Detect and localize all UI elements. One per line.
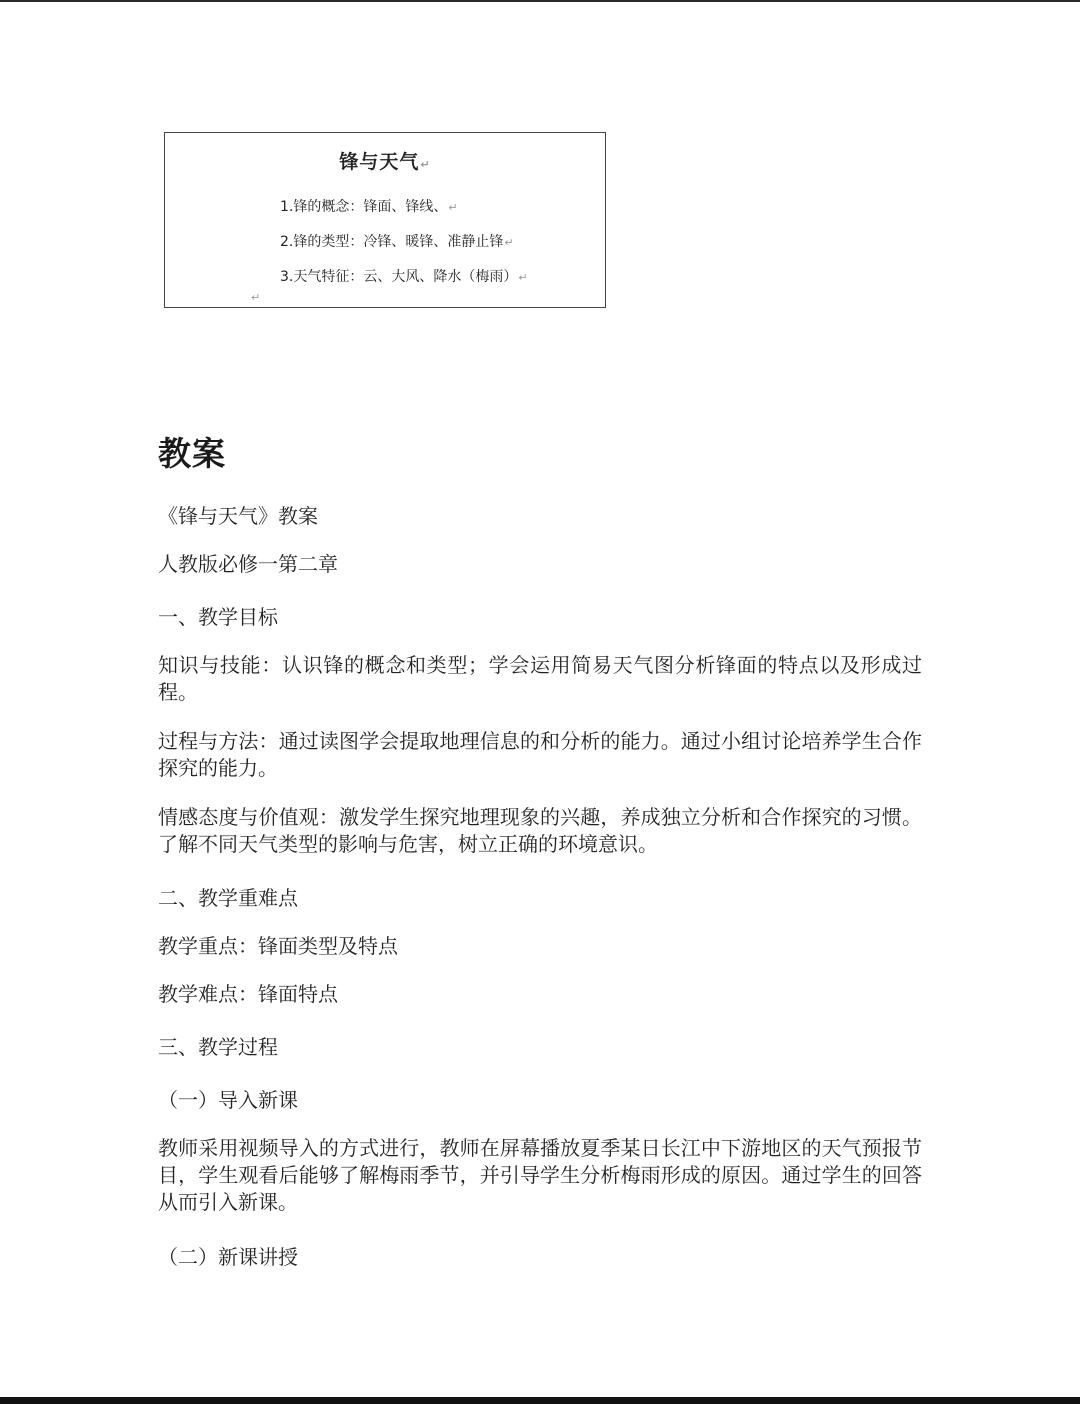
summary-item: 2.锋的类型：冷锋、暖锋、准静止锋↵: [280, 234, 514, 250]
paragraph-mark-icon: ↵: [420, 158, 431, 171]
bottom-border: [0, 1397, 1080, 1404]
textbook-label: 人教版必修一第二章: [158, 552, 338, 576]
intro-paragraph: 教师采用视频导入的方式进行，教师在屏幕播放夏季某日长江中下游地区的天气预报节目，学生观看后能够了解梅雨季节，并引导学生分析梅雨形成的原因。通过学生的回答从而引入新课。: [158, 1136, 922, 1214]
summary-item: 1.锋的概念：锋面、锋线、↵: [280, 199, 458, 215]
paragraph-mark-icon: ↵: [448, 201, 458, 214]
summary-item: 3.天气特征：云、大风、降水（梅雨）↵: [280, 269, 528, 285]
summary-list: [280, 190, 528, 295]
difficult-point: 教学难点：锋面特点: [158, 982, 338, 1006]
section-heading: 二、教学重难点: [158, 886, 298, 910]
paragraph-mark-icon: ↵: [504, 236, 514, 249]
summary-title: 锋与天气↵: [339, 151, 431, 173]
paragraph-mark-icon: ↵: [518, 271, 528, 284]
objective-knowledge: 知识与技能：认识锋的概念和类型；学会运用简易天气图分析锋面的特点以及形成过程。: [158, 653, 922, 704]
subsection-heading: （一）导入新课: [158, 1088, 298, 1112]
lesson-title: 《锋与天气》教案: [158, 504, 318, 528]
page-title: 教案: [158, 434, 226, 473]
section-heading: 三、教学过程: [158, 1035, 278, 1059]
top-border: [0, 0, 1080, 2]
objective-attitude: 情感态度与价值观：激发学生探究地理现象的兴趣，养成独立分析和合作探究的习惯。了解不同天气类型的影响与危害，树立正确的环境意识。: [158, 805, 922, 856]
paragraph-mark-icon: ↵: [251, 291, 261, 304]
objective-process: 过程与方法：通过读图学会提取地理信息的和分析的能力。通过小组讨论培养学生合作探究的能力。: [158, 729, 922, 780]
section-heading: 一、教学目标: [158, 605, 278, 629]
summary-box: [164, 132, 606, 308]
key-point: 教学重点：锋面类型及特点: [158, 934, 398, 958]
subsection-heading: （二）新课讲授: [158, 1245, 298, 1269]
